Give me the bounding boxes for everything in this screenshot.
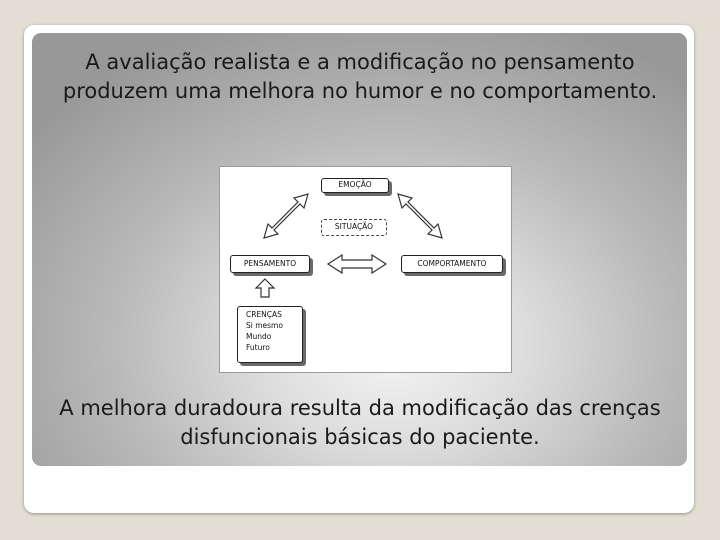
node-crencas-title: CRENÇAS — [246, 310, 282, 319]
node-crencas — [237, 306, 303, 363]
node-situacao-label: SITUAÇÃO — [334, 222, 374, 231]
crencas-item-mundo: Mundo — [246, 332, 272, 341]
arrow-pensamento-comportamento — [328, 255, 386, 273]
node-situacao — [321, 219, 387, 236]
arrow-emocao-comportamento — [398, 194, 442, 238]
slide-top-text: A avaliação realista e a modificação no pensamento produzem uma melhora no humor e no comportamento. — [62, 50, 658, 103]
arrow-emocao-pensamento — [264, 194, 308, 238]
node-emocao — [321, 178, 389, 193]
node-pensamento — [230, 255, 310, 273]
slide-bottom-text: A melhora duradoura resulta da modificação das crenças disfuncionais básicas do paciente. — [59, 396, 661, 449]
node-pensamento-label: PENSAMENTO — [243, 259, 297, 268]
cognitive-model-diagram — [219, 166, 512, 373]
node-comportamento — [401, 255, 503, 273]
node-emocao-label: EMOÇÃO — [338, 180, 372, 189]
crencas-item-futuro: Futuro — [246, 343, 270, 352]
node-comportamento-label: COMPORTAMENTO — [417, 259, 487, 268]
arrow-crencas-pensamento — [256, 279, 274, 297]
crencas-item-si-mesmo: Si mesmo — [246, 321, 283, 330]
